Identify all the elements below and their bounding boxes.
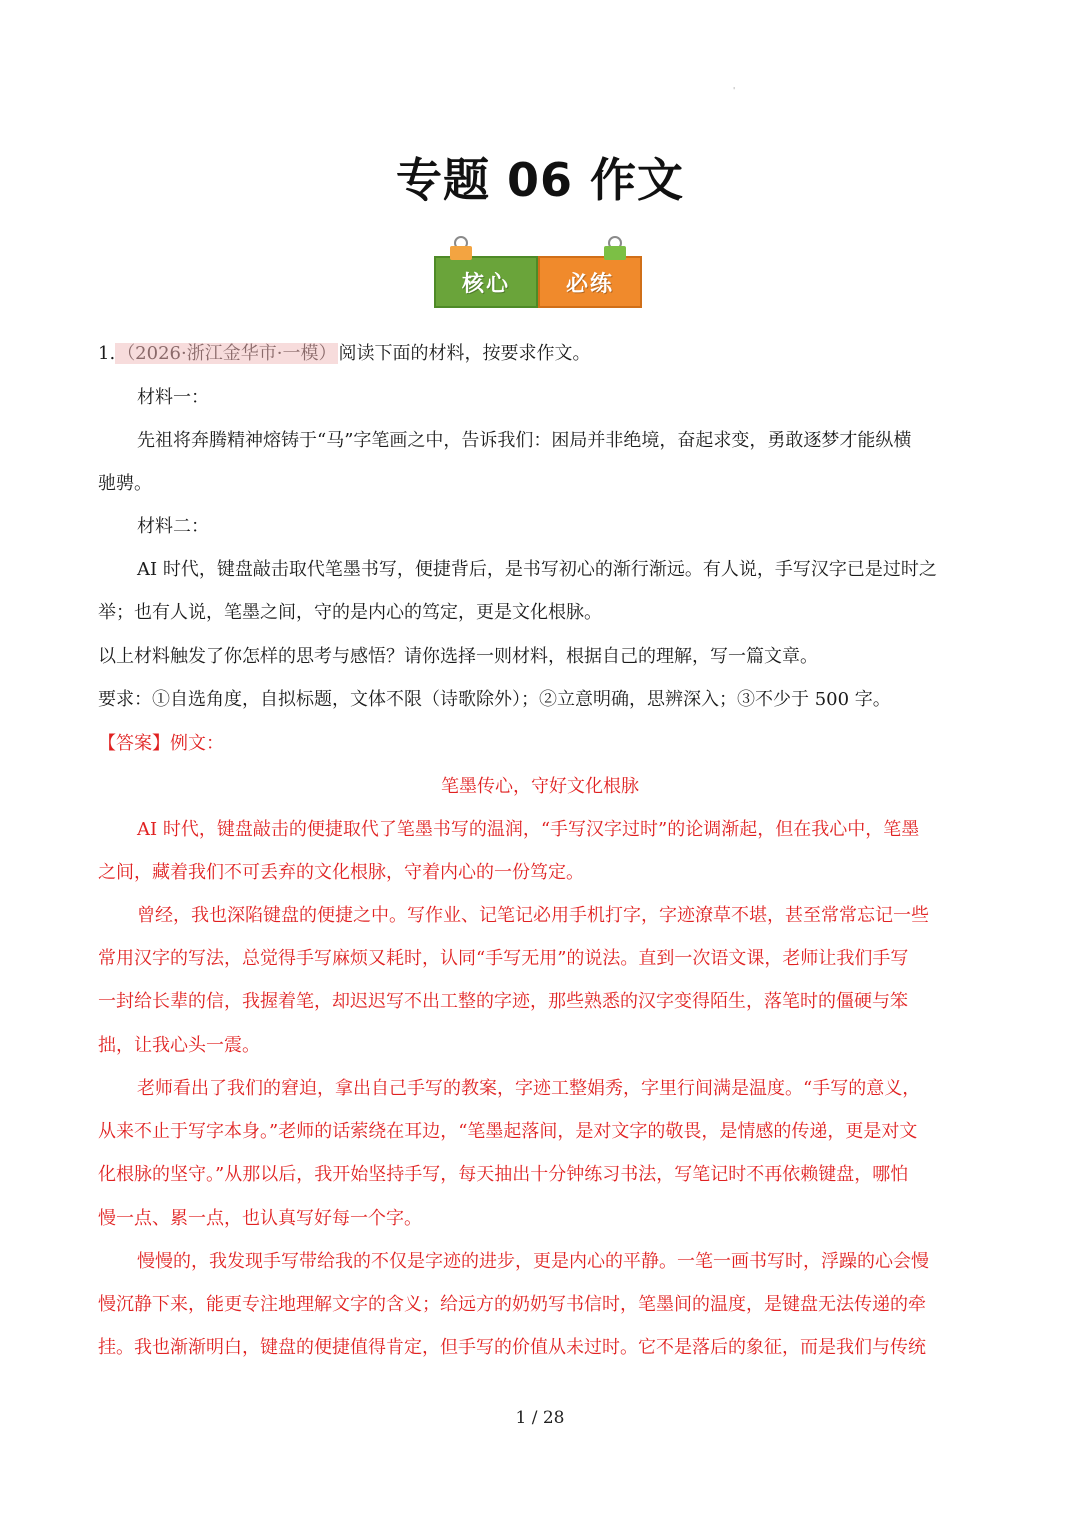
essay-title: 笔墨传心，守好文化根脉 — [441, 776, 639, 797]
page-number: 1 / 28 — [515, 1408, 565, 1428]
material-2-label: 材料二： — [137, 516, 209, 537]
answer-header — [98, 730, 988, 758]
essay-line: 老师看出了我们的窘迫，拿出自己手写的教案，字迹工整娟秀，字里行间满是温度。“手写的意义， — [137, 1078, 921, 1099]
binder-clip-icon — [450, 236, 472, 262]
task-line: 以上材料触发了你怎样的思考与感悟？请你选择一则材料，根据自己的理解，写一篇文章。 — [98, 646, 818, 667]
essay-line: 慢慢的，我发现手写带给我的不仅是字迹的进步，更是内心的平静。一笔一画书写时，浮躁的心会慢 — [137, 1251, 929, 1272]
material-1-label: 材料一： — [137, 387, 209, 408]
material-2-line: AI 时代，键盘敲击取代笔墨书写，便捷背后，是书写初心的渐行渐远。有人说，手写汉字已是过时之 — [137, 559, 937, 580]
header-mark: ' — [733, 86, 736, 95]
material-2-line: 举；也有人说，笔墨之间，守的是内心的笃定，更是文化根脉。 — [98, 602, 602, 623]
requirements-line: 要求：①自选角度，自拟标题，文体不限（诗歌除外）；②立意明确，思辨深入；③不少于 500 字。 — [98, 689, 891, 710]
badge-right: 必练 — [538, 256, 642, 308]
question-source: （2026·浙江金华市·一模） — [117, 343, 337, 364]
answer-label: 例文： — [170, 733, 224, 754]
essay-line: AI 时代，键盘敲击的便捷取代了笔墨书写的温润，“手写汉字过时”的论调渐起，但在我心中，笔墨 — [137, 819, 920, 840]
essay-line: 拙，让我心头一震。 — [98, 1035, 260, 1056]
question-number: 1. — [98, 343, 116, 364]
essay-line: 慢沉静下来，能更专注地理解文字的含义；给远方的奶奶写书信时，笔墨间的温度，是键盘无法传递的牵 — [98, 1294, 926, 1315]
essay-line: 一封给长辈的信，我握着笔，却迟迟写不出工整的字迹，那些熟悉的汉字变得陌生，落笔时的僵硬与笨 — [98, 991, 908, 1012]
question-line — [98, 340, 988, 368]
essay-line: 常用汉字的写法，总觉得手写麻烦又耗时，认同“手写无用”的说法。直到一次语文课，老师让我们手写 — [98, 948, 909, 969]
core-practice-badge — [434, 236, 642, 312]
material-1-line: 驰骋。 — [98, 473, 152, 494]
essay-line: 慢一点、累一点，也认真写好每一个字。 — [98, 1208, 422, 1229]
essay-line: 化根脉的坚守。”从那以后，我开始坚持手写，每天抽出十分钟练习书法，写笔记时不再依赖键盘，哪怕 — [98, 1164, 909, 1185]
essay-line: 从来不止于写字本身。”老师的话萦绕在耳边，“笔墨起落间，是对文字的敬畏，是情感的传递，更是对文 — [98, 1121, 918, 1142]
badge-left: 核心 — [434, 256, 538, 308]
question-prompt: 阅读下面的材料，按要求作文。 — [338, 343, 591, 364]
material-1-line: 先祖将奔腾精神熔铸于“马”字笔画之中，告诉我们：困局并非绝境，奋起求变，勇敢逐梦才能纵横 — [137, 430, 912, 451]
essay-line: 之间，藏着我们不可丢弃的文化根脉，守着内心的一份笃定。 — [98, 862, 584, 883]
essay-line: 挂。我也渐渐明白，键盘的便捷值得肯定，但手写的价值从未过时。它不是落后的象征，而是我们与传统 — [98, 1337, 926, 1358]
page-title: 专题 06 作文 — [395, 153, 685, 207]
answer-tag: 【答案】 — [98, 733, 170, 754]
binder-clip-icon — [604, 236, 626, 262]
essay-line: 曾经，我也深陷键盘的便捷之中。写作业、记笔记必用手机打字，字迹潦草不堪，甚至常常忘记一些 — [137, 905, 929, 926]
